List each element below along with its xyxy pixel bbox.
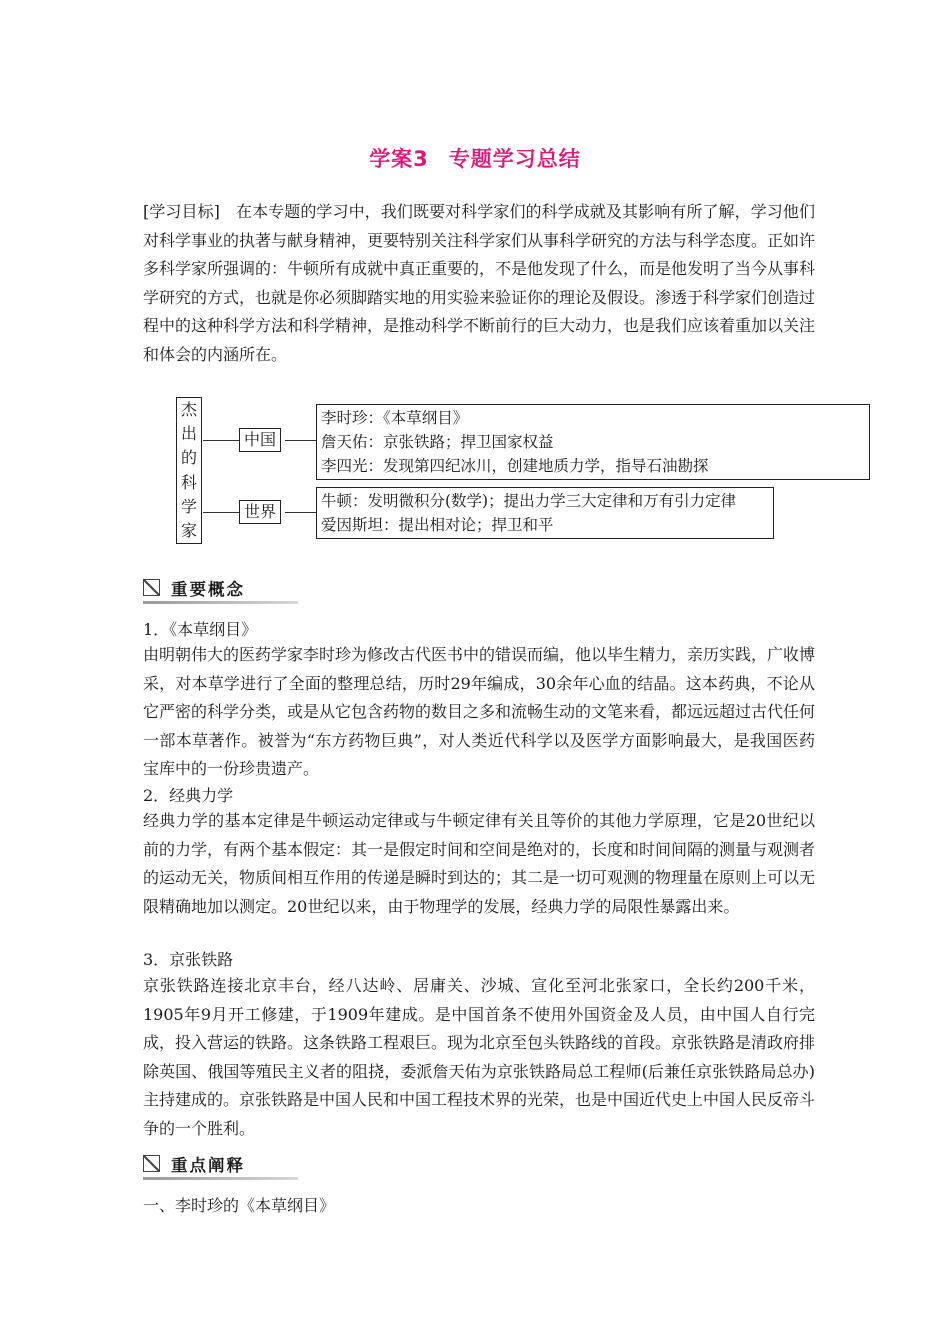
list-item: 牛顿：发明微积分(数学)；提出力学三大定律和万有引力定律 (321, 492, 737, 510)
concept-text: 京张铁路连接北京丰台，经八达岭、居庸关、沙城、宣化至河北张家口，全长约200千米，1905年9月开工修建，于1909年建成。是中国首条不使用外国资金及人员，由中国人自行完成，投入营运的铁路。这条铁路工程艰巨。现为北京至包头铁路线的首段。京张铁路是清政府排除英国、俄国等殖民主义者的阻挠，委派詹天佑为京张铁路局总工程师(后兼任京张铁路局总办)主持建成的。京张铁路是中国人民和中国工程技术界的光荣，也是中国近代史上中国人民反帝斗争的一个胜利。 (143, 976, 816, 1138)
learning-objectives-label: [学习目标] (143, 202, 220, 221)
concept-text: 经典力学的基本定律是牛顿运动定律或与牛顿定律有关且等价的其他力学原理，它是20世纪以前的力学，有两个基本假定：其一是假定时间和空间是绝对的，长度和时间间隔的测量与观测者的运动无关，物质间相互作用的传递是瞬时到达的；其二是一切可观测的物理量在原则上可以无限精确地加以测定。20世纪以来，由于物理学的发展，经典力学的局限性暴露出来。 (143, 811, 816, 916)
list-item: 李四光：发现第四纪冰川，创建地质力学，指导石油勘探 (321, 457, 709, 475)
list-item: 爱因斯坦：提出相对论；捍卫和平 (321, 516, 554, 534)
root-char: 出 (180, 424, 197, 444)
world-scientists-list (316, 487, 774, 539)
list-item: 李时珍：《本草纲目》 (321, 409, 469, 427)
connector-line (285, 440, 318, 441)
root-char: 家 (180, 520, 197, 540)
learning-objectives-text: 在本专题的学习中，我们既要对科学家们的科学成就及其影响有所了解，学习他们对科学事业的执著与献身精神，更要特别关注科学家们从事科学研究的方法与科学态度。正如许多科学家所强调的：牛顿所有成就中真正重要的，不是他发现了什么，而是他发明了当今从事科学研究的方式，也就是你必须脚踏实地的用实验来验证你的理论及假设。渗透于科学家们创造过程中的这种科学方法和科学精神，是推动科学不断前行的巨大动力，也是我们应该着重加以关注和体会的内涵所在。 (143, 202, 816, 364)
section-title: 重点阐释 (171, 1156, 245, 1175)
connector-line (203, 440, 239, 441)
section-marker-icon (143, 579, 160, 596)
section-title: 重要概念 (171, 580, 245, 599)
diagram-root-box (176, 397, 202, 544)
concept-heading: 1．《本草纲目》 (143, 620, 258, 639)
list-item: 詹天佑：京张铁路；捍卫国家权益 (321, 433, 554, 451)
branch-world (239, 500, 281, 524)
section-underline (143, 601, 298, 604)
section-marker-icon (143, 1155, 160, 1172)
china-scientists-list (316, 404, 870, 480)
page-title (0, 143, 950, 173)
concept-heading: 2．经典力学 (143, 786, 234, 805)
root-char: 的 (180, 448, 197, 468)
root-char: 科 (180, 472, 197, 492)
concept-heading: 3．京张铁路 (143, 950, 234, 969)
title-lesson-number: 学案3 (369, 147, 429, 171)
connector-line (203, 512, 239, 513)
section-header-concepts (143, 575, 298, 601)
branch-china (239, 428, 281, 452)
scientists-diagram (176, 397, 776, 545)
section-underline (143, 1177, 298, 1180)
connector-line (285, 512, 318, 513)
root-char: 杰 (180, 400, 197, 420)
branch-china-label: 中国 (244, 430, 277, 449)
title-topic: 专题学习总结 (448, 147, 581, 171)
branch-world-label: 世界 (244, 502, 277, 521)
concept-text: 由明朝伟大的医药学家李时珍为修改古代医书中的错误而编，他以毕生精力，亲历实践，广收博采，对本草学进行了全面的整理总结，历时29年编成，30余年心血的结晶。这本药典，不论从它严密的科学分类，或是从它包含药物的数目之多和流畅生动的文笔来看，都远远超过古代任何一部本草著作。被誉为“东方药物巨典”，对人类近代科学以及医学方面影响最大，是我国医药宝库中的一份珍贵遗产。 (143, 645, 816, 779)
section-header-key-points (143, 1151, 298, 1177)
learning-objectives (143, 198, 815, 370)
root-char: 学 (180, 496, 197, 516)
key-point-heading: 一、李时珍的《本草纲目》 (143, 1196, 336, 1215)
